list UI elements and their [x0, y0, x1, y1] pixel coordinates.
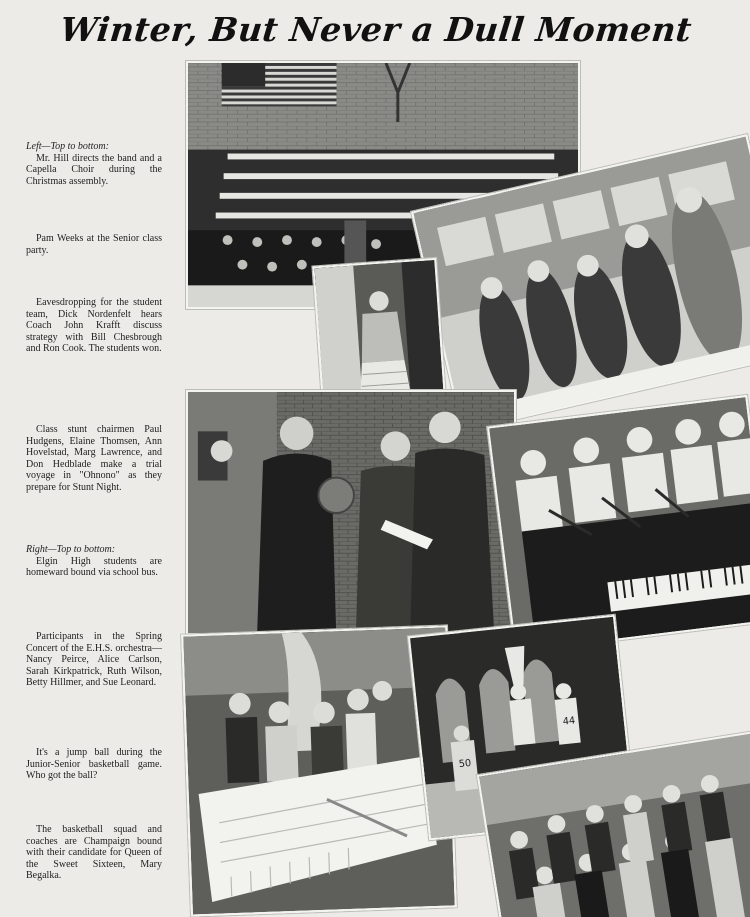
caption-stunt: [26, 424, 162, 493]
caption-party: [26, 233, 162, 256]
caption-text: The basketball squad and coaches are Champaign bound with their candidate for Queen of the Sweet Sixteen, Mary Begalka.: [26, 824, 162, 881]
caption-orchestra: [26, 631, 162, 689]
caption-text: Participants in the Spring Concert of the E.H.S. orchestra—Nancy Peirce, Alice Carlson, Sarah Kirkpatrick, Ruth Wilson, Betty Hillmer, and Sue Leonard.: [26, 631, 162, 688]
caption-eavesdropping: [26, 297, 162, 355]
page-title: Winter, But Never a Dull Moment: [58, 10, 694, 49]
caption-jump-ball: [26, 747, 162, 782]
caption-squad: [26, 824, 162, 882]
caption-text: Mr. Hill directs the band and a Capella Choir during the Christmas assembly.: [26, 152, 162, 187]
photo-orchestra: [487, 395, 750, 653]
caption-heading-right: Right—Top to bottom:: [26, 544, 116, 555]
photo-strategy: [186, 390, 516, 635]
caption-text: Elgin High students are homeward bound via school bus.: [26, 555, 162, 578]
caption-text: It's a jump ball during the Junior-Senior basketball game. Who got the ball?: [26, 747, 162, 781]
jersey-number: 44: [562, 715, 576, 728]
strategy-image: [188, 392, 514, 633]
caption-heading-left: Left—Top to bottom:: [26, 141, 109, 152]
caption-choir: [26, 141, 162, 187]
caption-text: Pam Weeks at the Senior class party.: [26, 233, 162, 256]
caption-bus: [26, 544, 162, 579]
jersey-number: 50: [458, 757, 472, 771]
caption-text: Class stunt chairmen Paul Hudgens, Elaine Thomsen, Ann Hovelstad, Marg Lawrence, and Don Hedblade make a trial voyage in "Ohnono" as they prepare for Stunt Night.: [26, 424, 162, 493]
caption-text: Eavesdropping for the student team, Dick Nordenfelt hears Coach John Krafft discuss strategy with Bill Chesbrough and Ron Cook. The students won.: [26, 297, 162, 354]
orchestra-image: [489, 397, 750, 651]
